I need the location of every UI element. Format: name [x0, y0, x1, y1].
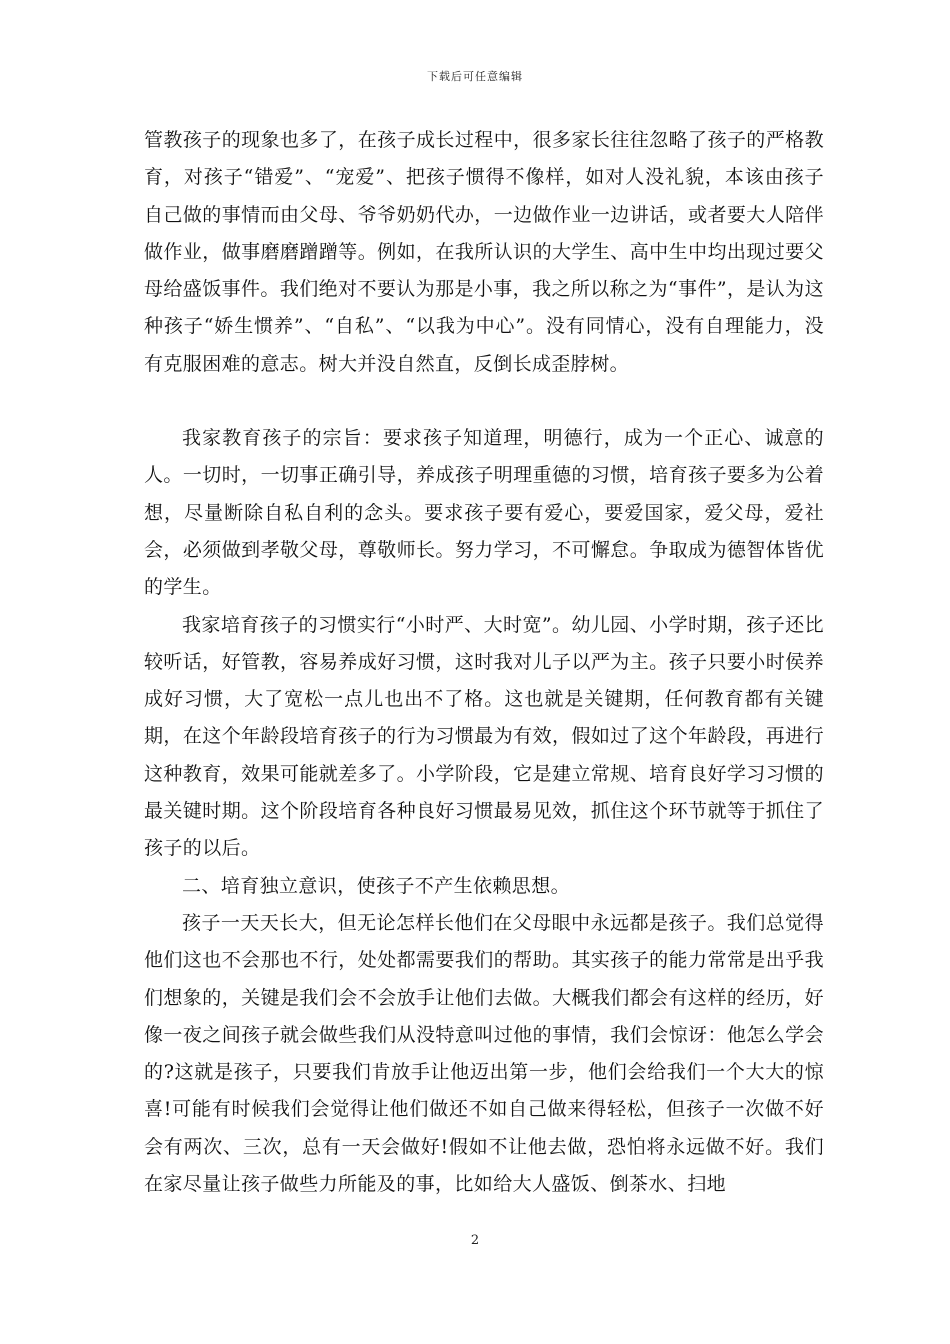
page-header: 下载后可任意编辑: [427, 70, 523, 83]
paragraph-continuation: 管教孩子的现象也多了，在孩子成长过程中，很多家长往往忽略了孩子的严格教育，对孩子“错爱”、“宠爱”、把孩子惯得不像样，如对人没礼貌，本该由孩子自己做的事情而由父母、爷爷奶奶代办，一边做作业一边讲话，或者要大人陪伴做作业，做事磨磨蹭蹭等。例如，在我所认识的大学生、高中生中均出现过要父母给盛饭事件。我们绝对不要认为那是小事，我之所以称之为“事件”，是认为这种孩子“娇生惯养”、“自私”、“以我为中心”。没有同情心，没有自理能力，没有克服困难的意志。树大并没自然直，反倒长成歪脖树。: [144, 129, 824, 375]
paragraph-independence: 孩子一天天长大，但无论怎样长他们在父母眼中永远都是孩子。我们总觉得他们这也不会那也不行，处处都需要我们的帮助。其实孩子的能力常常是出乎我们想象的，关键是我们会不会放手让他们去做。大概我们都会有这样的经历，好像一夜之间孩子就会做些我们从没特意叫过他的事情，我们会惊讶：他怎么学会的?这就是孩子，只要我们肯放手让他迈出第一步，他们会给我们一个大大的惊喜!可能有时候我们会觉得让他们做还不如自己做来得轻松，但孩子一次做不好会有两次、三次，总有一天会做好!假如不让他去做，恐怕将永远做不好。我们在家尽量让孩子做些力所能及的事，比如给大人盛饭、倒茶水、扫地: [144, 911, 824, 1196]
paragraph-education-principle: 我家教育孩子的宗旨：要求孩子知道理，明德行，成为一个正心、诚意的人。一切时，一切事正确引导，养成孩子明理重德的习惯，培育孩子要多为公着想，尽量断除自私自利的念头。要求孩子要有爱心，要爱国家，爱父母，爱社会，必须做到孝敬父母，尊敬师长。努力学习，不可懈怠。争取成为德智体皆优的学生。: [144, 427, 824, 599]
page-number: 2: [470, 1233, 480, 1248]
section-heading-independence: 二、培育独立意识，使孩子不产生依赖思想。: [182, 874, 571, 897]
paragraph-habit-training: 我家培育孩子的习惯实行“小时严、大时宽”。幼儿园、小学时期，孩子还比较听话，好管教，容易养成好习惯，这时我对儿子以严为主。孩子只要小时侯养成好习惯，大了宽松一点儿也出不了格。这也就是关键期，任何教育都有关键期，在这个年龄段培育孩子的行为习惯最为有效，假如过了这个年龄段，再进行这种教育，效果可能就差多了。小学阶段，它是建立常规、培育良好学习习惯的最关键时期。这个阶段培育各种良好习惯最易见效，抓住这个环节就等于抓住了孩子的以后。: [144, 613, 824, 860]
document-body: [144, 122, 824, 1203]
paragraph-gap: [144, 383, 824, 420]
